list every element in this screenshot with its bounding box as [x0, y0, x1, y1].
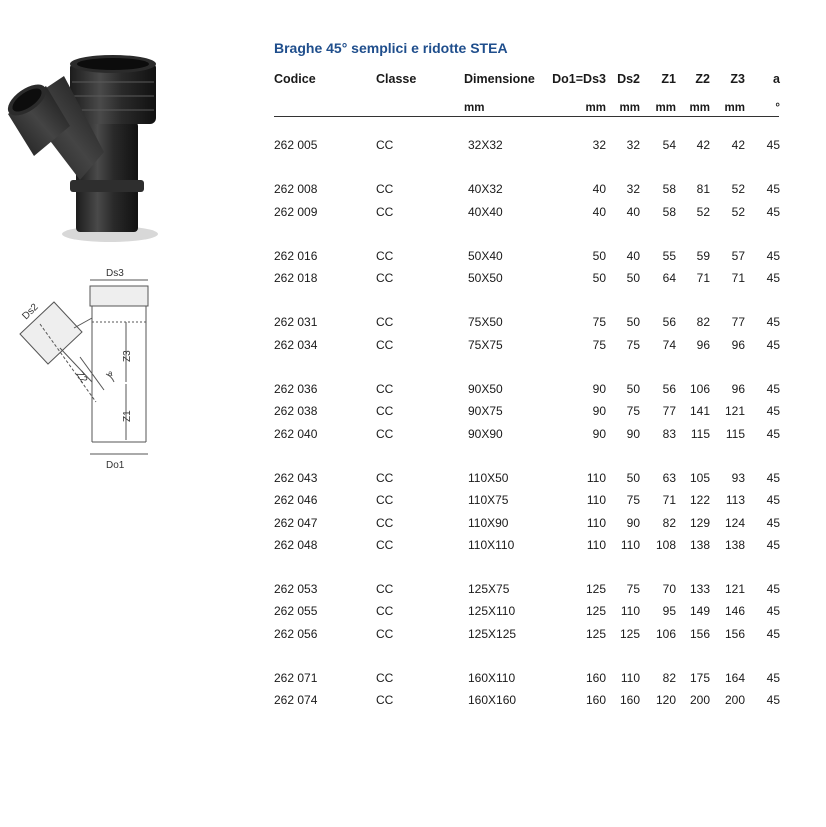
cell-z3: 42 — [731, 138, 745, 152]
cell-ds2: 50 — [626, 271, 640, 286]
cell-code: 262 018 — [274, 271, 318, 286]
cell-dimension: 50X40 — [468, 248, 503, 263]
cell-z1: 83 — [662, 426, 676, 441]
cell-dimension: 90X50 — [468, 382, 503, 397]
cell-code: 262 034 — [274, 337, 318, 352]
cell-dimension: 40X32 — [468, 182, 503, 197]
cell-angle: 45 — [766, 426, 780, 441]
header-a: a — [773, 72, 780, 86]
cell-z3: 96 — [731, 337, 745, 352]
cell-dimension: 32X32 — [468, 138, 503, 152]
cell-code: 262 047 — [274, 515, 318, 530]
cell-class: CC — [376, 337, 394, 352]
table-row — [274, 667, 780, 689]
cell-ds2: 75 — [626, 337, 640, 352]
row-group — [274, 178, 780, 223]
table-row — [274, 489, 780, 511]
cell-do1-ds3: 125 — [585, 582, 606, 597]
unit-z3: mm — [724, 102, 745, 114]
table-row — [274, 600, 780, 622]
cell-z2: 59 — [696, 248, 710, 263]
cell-ds2: 160 — [619, 693, 640, 708]
cell-dimension: 160X110 — [468, 671, 516, 686]
cell-z3: 164 — [724, 671, 745, 686]
cell-ds2: 75 — [626, 404, 640, 419]
cell-class: CC — [376, 537, 394, 552]
cell-angle: 45 — [766, 271, 780, 286]
label-z2: Z2 — [73, 369, 90, 386]
table-row — [274, 378, 780, 400]
cell-code: 262 046 — [274, 493, 318, 508]
header-do1-ds3: Do1=Ds3 — [552, 72, 606, 86]
cell-do1-ds3: 32 — [592, 138, 606, 152]
cell-z3: 121 — [724, 404, 745, 419]
cell-class: CC — [376, 493, 394, 508]
table-row — [274, 178, 780, 200]
table-row — [274, 311, 780, 333]
cell-z3: 57 — [731, 248, 745, 263]
table-row — [274, 134, 780, 156]
header-z1: Z1 — [661, 72, 676, 86]
cell-ds2: 32 — [626, 138, 640, 152]
cell-angle: 45 — [766, 493, 780, 508]
cell-z3: 115 — [725, 426, 745, 441]
table-row — [274, 334, 780, 356]
cell-code: 262 055 — [274, 604, 318, 619]
cell-class: CC — [376, 582, 394, 597]
cell-dimension: 110X75 — [468, 493, 509, 508]
table-row — [274, 201, 780, 223]
header-z3: Z3 — [730, 72, 745, 86]
cell-class: CC — [376, 515, 394, 530]
unit-do1-ds3: mm — [585, 102, 606, 114]
cell-z2: 138 — [689, 537, 710, 552]
unit-z1: mm — [655, 102, 676, 114]
cell-do1-ds3: 90 — [592, 382, 606, 397]
cell-z1: 64 — [662, 271, 676, 286]
cell-do1-ds3: 160 — [585, 693, 606, 708]
cell-do1-ds3: 50 — [592, 248, 606, 263]
cell-z1: 106 — [655, 626, 676, 641]
label-ds3: Ds3 — [106, 268, 124, 279]
cell-dimension: 75X75 — [468, 337, 503, 352]
header-dimensione: Dimensione — [464, 72, 535, 86]
cell-class: CC — [376, 138, 394, 152]
cell-z2: 141 — [689, 404, 710, 419]
table-row — [274, 512, 780, 534]
cell-do1-ds3: 110 — [586, 537, 606, 552]
cell-angle: 45 — [766, 626, 780, 641]
cell-do1-ds3: 75 — [592, 337, 606, 352]
cell-z3: 52 — [731, 204, 745, 219]
cell-angle: 45 — [766, 604, 780, 619]
cell-class: CC — [376, 315, 394, 330]
cell-ds2: 50 — [626, 470, 640, 485]
cell-code: 262 038 — [274, 404, 318, 419]
cell-z3: 93 — [731, 470, 745, 485]
table-row — [274, 689, 780, 711]
cell-ds2: 32 — [626, 182, 640, 197]
cell-z2: 129 — [689, 515, 710, 530]
cell-class: CC — [376, 271, 394, 286]
cell-class: CC — [376, 248, 394, 263]
cell-angle: 45 — [766, 470, 780, 485]
cell-z3: 113 — [725, 493, 745, 508]
cell-angle: 45 — [766, 693, 780, 708]
cell-ds2: 110 — [620, 671, 640, 686]
cell-angle: 45 — [766, 582, 780, 597]
cell-dimension: 50X50 — [468, 271, 503, 286]
cell-z1: 74 — [662, 337, 676, 352]
row-group — [274, 667, 780, 712]
cell-do1-ds3: 40 — [592, 204, 606, 219]
cell-do1-ds3: 125 — [585, 604, 606, 619]
cell-dimension: 125X125 — [468, 626, 517, 641]
cell-dimension: 125X75 — [468, 582, 510, 597]
row-group — [274, 578, 780, 645]
header-classe: Classe — [376, 72, 417, 86]
cell-angle: 45 — [766, 404, 780, 419]
header-codice: Codice — [274, 72, 316, 86]
cell-ds2: 125 — [619, 626, 640, 641]
cell-z3: 77 — [731, 315, 745, 330]
label-do1: Do1 — [106, 460, 125, 471]
cell-do1-ds3: 110 — [586, 470, 606, 485]
cell-z1: 71 — [662, 493, 676, 508]
cell-z2: 52 — [696, 204, 710, 219]
table-row — [274, 534, 780, 556]
cell-angle: 45 — [766, 315, 780, 330]
cell-ds2: 110 — [620, 537, 640, 552]
cell-angle: 45 — [766, 182, 780, 197]
cell-angle: 45 — [766, 515, 780, 530]
cell-z2: 122 — [689, 493, 710, 508]
row-group — [274, 134, 780, 156]
cell-z2: 200 — [689, 693, 710, 708]
cell-code: 262 016 — [274, 248, 318, 263]
cell-code: 262 071 — [274, 671, 318, 686]
cell-code: 262 074 — [274, 693, 318, 708]
cell-z2: 175 — [689, 671, 710, 686]
cell-z1: 54 — [662, 138, 676, 152]
cell-dimension: 110X90 — [468, 515, 509, 530]
cell-do1-ds3: 90 — [592, 426, 606, 441]
cell-z2: 156 — [689, 626, 710, 641]
cell-class: CC — [376, 204, 394, 219]
cell-ds2: 40 — [626, 248, 640, 263]
cell-dimension: 90X90 — [468, 426, 503, 441]
table-row — [274, 623, 780, 645]
row-group — [274, 311, 780, 356]
cell-do1-ds3: 75 — [592, 315, 606, 330]
cell-code: 262 040 — [274, 426, 318, 441]
cell-z2: 42 — [696, 138, 710, 152]
cell-ds2: 90 — [626, 426, 640, 441]
label-a: a — [108, 369, 113, 378]
cell-code: 262 009 — [274, 204, 318, 219]
cell-z1: 58 — [662, 204, 676, 219]
table-body — [274, 134, 780, 734]
cell-code: 262 053 — [274, 582, 318, 597]
cell-z1: 55 — [662, 248, 676, 263]
cell-do1-ds3: 160 — [585, 671, 606, 686]
cell-dimension: 125X110 — [468, 604, 516, 619]
cell-dimension: 40X40 — [468, 204, 503, 219]
label-ds2: Ds2 — [20, 301, 41, 323]
table-header — [274, 72, 780, 92]
cell-dimension: 110X110 — [468, 537, 515, 552]
cell-ds2: 90 — [626, 515, 640, 530]
catalog-title: Braghe 45° semplici e ridotte STEA — [274, 40, 508, 56]
cell-class: CC — [376, 671, 394, 686]
cell-do1-ds3: 50 — [592, 271, 606, 286]
cell-z3: 124 — [724, 515, 745, 530]
cell-ds2: 50 — [626, 315, 640, 330]
label-z3: Z3 — [122, 350, 133, 362]
unit-z2: mm — [689, 102, 710, 114]
cell-z1: 63 — [662, 470, 676, 485]
cell-ds2: 75 — [626, 493, 640, 508]
cell-angle: 45 — [766, 382, 780, 397]
cell-z2: 106 — [689, 382, 710, 397]
table-row — [274, 245, 780, 267]
cell-z1: 108 — [655, 537, 676, 552]
label-z1: Z1 — [122, 410, 133, 422]
cell-code: 262 036 — [274, 382, 318, 397]
row-group — [274, 378, 780, 445]
header-z2: Z2 — [695, 72, 710, 86]
cell-z2: 96 — [696, 337, 710, 352]
cell-dimension: 110X50 — [468, 470, 509, 485]
cell-do1-ds3: 125 — [585, 626, 606, 641]
cell-angle: 45 — [766, 138, 780, 152]
cell-code: 262 048 — [274, 537, 318, 552]
cell-dimension: 75X50 — [468, 315, 503, 330]
table-row — [274, 400, 780, 422]
cell-angle: 45 — [766, 671, 780, 686]
cell-class: CC — [376, 604, 394, 619]
catalog-table — [274, 72, 780, 708]
cell-z3: 138 — [724, 537, 745, 552]
cell-class: CC — [376, 404, 394, 419]
cell-z3: 96 — [731, 382, 745, 397]
cell-angle: 45 — [766, 248, 780, 263]
cell-angle: 45 — [766, 337, 780, 352]
cell-dimension: 90X75 — [468, 404, 503, 419]
cell-z1: 77 — [662, 404, 676, 419]
cell-class: CC — [376, 626, 394, 641]
cell-do1-ds3: 110 — [586, 493, 606, 508]
cell-z2: 82 — [696, 315, 710, 330]
cell-z3: 200 — [724, 693, 745, 708]
unit-dimensione: mm — [464, 102, 485, 114]
unit-a: ° — [775, 102, 780, 114]
cell-do1-ds3: 40 — [592, 182, 606, 197]
cell-z1: 82 — [662, 515, 676, 530]
cell-code: 262 043 — [274, 470, 318, 485]
cell-class: CC — [376, 470, 394, 485]
table-row — [274, 467, 780, 489]
cell-z1: 70 — [662, 582, 676, 597]
cell-class: CC — [376, 693, 394, 708]
header-rule — [274, 116, 779, 117]
cell-z1: 120 — [655, 693, 676, 708]
cell-z2: 71 — [696, 271, 710, 286]
cell-z1: 58 — [662, 182, 676, 197]
cell-z3: 52 — [731, 182, 745, 197]
cell-z3: 156 — [724, 626, 745, 641]
cell-code: 262 005 — [274, 138, 318, 152]
cell-ds2: 75 — [626, 582, 640, 597]
row-group — [274, 245, 780, 290]
cell-angle: 45 — [766, 537, 780, 552]
cell-do1-ds3: 110 — [586, 515, 606, 530]
table-row — [274, 578, 780, 600]
cell-class: CC — [376, 382, 394, 397]
cell-z2: 133 — [689, 582, 710, 597]
cell-z1: 95 — [662, 604, 676, 619]
product-photo — [0, 52, 170, 252]
cell-z1: 56 — [662, 382, 676, 397]
cell-angle: 45 — [766, 204, 780, 219]
row-group — [274, 467, 780, 556]
cell-z1: 82 — [662, 671, 676, 686]
cell-ds2: 50 — [626, 382, 640, 397]
cell-code: 262 008 — [274, 182, 318, 197]
cell-dimension: 160X160 — [468, 693, 517, 708]
technical-drawing — [10, 262, 170, 482]
cell-z3: 71 — [731, 271, 745, 286]
table-row — [274, 423, 780, 445]
cell-z3: 146 — [724, 604, 745, 619]
cell-code: 262 031 — [274, 315, 318, 330]
cell-code: 262 056 — [274, 626, 318, 641]
cell-class: CC — [376, 182, 394, 197]
cell-class: CC — [376, 426, 394, 441]
cell-ds2: 40 — [626, 204, 640, 219]
cell-ds2: 110 — [620, 604, 640, 619]
cell-z2: 115 — [690, 426, 710, 441]
cell-z1: 56 — [662, 315, 676, 330]
header-ds2: Ds2 — [617, 72, 640, 86]
table-row — [274, 267, 780, 289]
cell-z2: 105 — [689, 470, 710, 485]
cell-z3: 121 — [724, 582, 745, 597]
unit-ds2: mm — [619, 102, 640, 114]
cell-z2: 81 — [696, 182, 710, 197]
cell-z2: 149 — [689, 604, 710, 619]
cell-do1-ds3: 90 — [592, 404, 606, 419]
